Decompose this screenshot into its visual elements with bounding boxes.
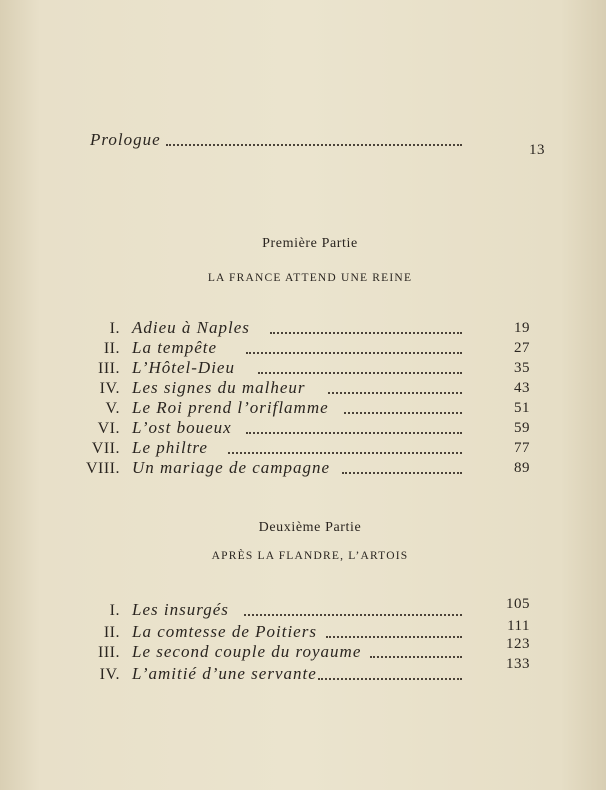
- dot-leader: [344, 402, 462, 414]
- chapter-number: II.: [103, 340, 120, 357]
- part-heading: Deuxième Partie: [258, 520, 362, 535]
- chapter-title: La comtesse de Poitiers: [132, 622, 317, 641]
- chapter-page: 51: [514, 400, 530, 416]
- toc-entry-prologue: [0, 130, 606, 158]
- dot-leader: [326, 626, 462, 638]
- chapter-title: L’amitié d’une servante: [132, 664, 317, 683]
- chapter-page: 111: [507, 618, 530, 634]
- chapter-number: I.: [109, 320, 120, 337]
- chapter-number: VIII.: [85, 460, 120, 477]
- chapter-number: III.: [98, 644, 120, 661]
- chapter-page: 19: [514, 320, 530, 336]
- chapter-title: L’Hôtel-Dieu: [132, 358, 235, 377]
- chapter-number: IV.: [99, 666, 120, 683]
- chapter-page: 89: [514, 460, 530, 476]
- part-heading: Première Partie: [262, 236, 358, 251]
- dot-leader: [328, 382, 462, 394]
- toc-entry: [0, 458, 606, 482]
- chapter-number: VII.: [91, 440, 120, 457]
- chapter-title: Le philtre: [132, 438, 208, 457]
- dot-leader: [246, 422, 462, 434]
- part-subtitle: LA FRANCE ATTEND UNE REINE: [207, 272, 413, 284]
- chapter-title: Les signes du malheur: [132, 378, 306, 397]
- chapter-title: Le Roi prend l’oriflamme: [132, 398, 329, 417]
- chapter-title: La tempête: [132, 338, 218, 357]
- chapter-page: 77: [514, 440, 530, 456]
- chapter-page: 43: [514, 380, 530, 396]
- dot-leader: [318, 668, 462, 680]
- chapter-title: Adieu à Naples: [132, 318, 250, 337]
- chapter-number: VI.: [97, 420, 120, 437]
- dot-leader: [270, 322, 462, 334]
- entry-title: Prologue: [90, 130, 161, 149]
- chapter-title: L’ost boueux: [132, 418, 232, 437]
- dot-leader: [342, 462, 462, 474]
- part-subtitle: APRÈS LA FLANDRE, L’ARTOIS: [211, 550, 409, 562]
- chapter-title: Un mariage de campagne: [132, 458, 331, 477]
- chapter-page: 105: [506, 596, 530, 612]
- chapter-number: IV.: [99, 380, 120, 397]
- entry-page: 13: [529, 142, 545, 158]
- toc-entry: [0, 656, 606, 688]
- dot-leader: [246, 342, 462, 354]
- chapter-number: I.: [109, 602, 120, 619]
- chapter-number: V.: [105, 400, 120, 417]
- chapter-number: III.: [98, 360, 120, 377]
- chapter-page: 35: [514, 360, 530, 376]
- chapter-page: 133: [506, 656, 530, 672]
- dot-leader: [370, 646, 462, 658]
- chapter-page: 123: [506, 636, 530, 652]
- chapter-page: 27: [514, 340, 530, 356]
- chapter-page: 59: [514, 420, 530, 436]
- dot-leader: [244, 604, 462, 616]
- chapter-title: Les insurgés: [132, 600, 229, 619]
- chapter-title: Le second couple du royaume: [132, 642, 362, 661]
- dot-leader: [228, 442, 462, 454]
- dot-leader: [166, 134, 462, 146]
- chapter-number: II.: [103, 624, 120, 641]
- dot-leader: [258, 362, 462, 374]
